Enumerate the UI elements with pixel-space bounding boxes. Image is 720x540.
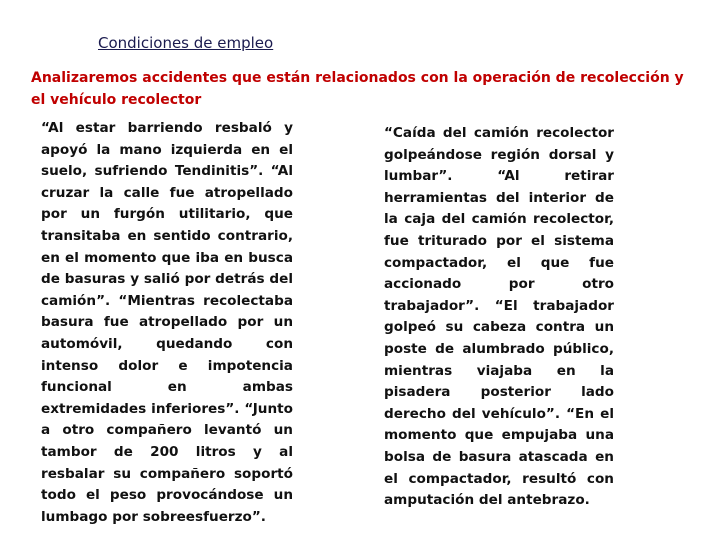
slide-subtitle: Analizaremos accidentes que están relacionados con la operación de recolección y el vehículo recolector bbox=[31, 70, 684, 108]
left-column-text: “Al estar barriendo resbaló y apoyó la mano izquierda en el suelo, sufriendo Tendinitis”. “Al cruzar la calle fue atropellado por un furgón utilitario, que transitaba en sentido contrario, en el momento que iba en busca de basuras y salió por detrás del camión”. “Mientras recolectaba basura fue atropellado por un automóvil, quedando con intenso dolor e impotencia funcional en ambas extremidades inferiores”. “Junto a otro compañero levantó un tambor de 200 litros y al resbalar su compañero soportó todo el peso provocándose un lumbago por sobreesfuerzo”. bbox=[41, 120, 293, 525]
right-column-text: “Caída del camión recolector golpeándose región dorsal y lumbar”. “Al retirar herramientas del interior de la caja del camión recolector, fue triturado por el sistema compactador, el que fue accionado por otro trabajador”. “El trabajador golpeó su cabeza contra un poste de alumbrado público, mientras viajaba en la pisadera posterior lado derecho del vehículo”. “En el momento que empujaba una bolsa de basura atascada en el compactador, resultó con amputación del antebrazo. bbox=[384, 125, 614, 509]
slide-title: Condiciones de empleo bbox=[98, 34, 274, 52]
